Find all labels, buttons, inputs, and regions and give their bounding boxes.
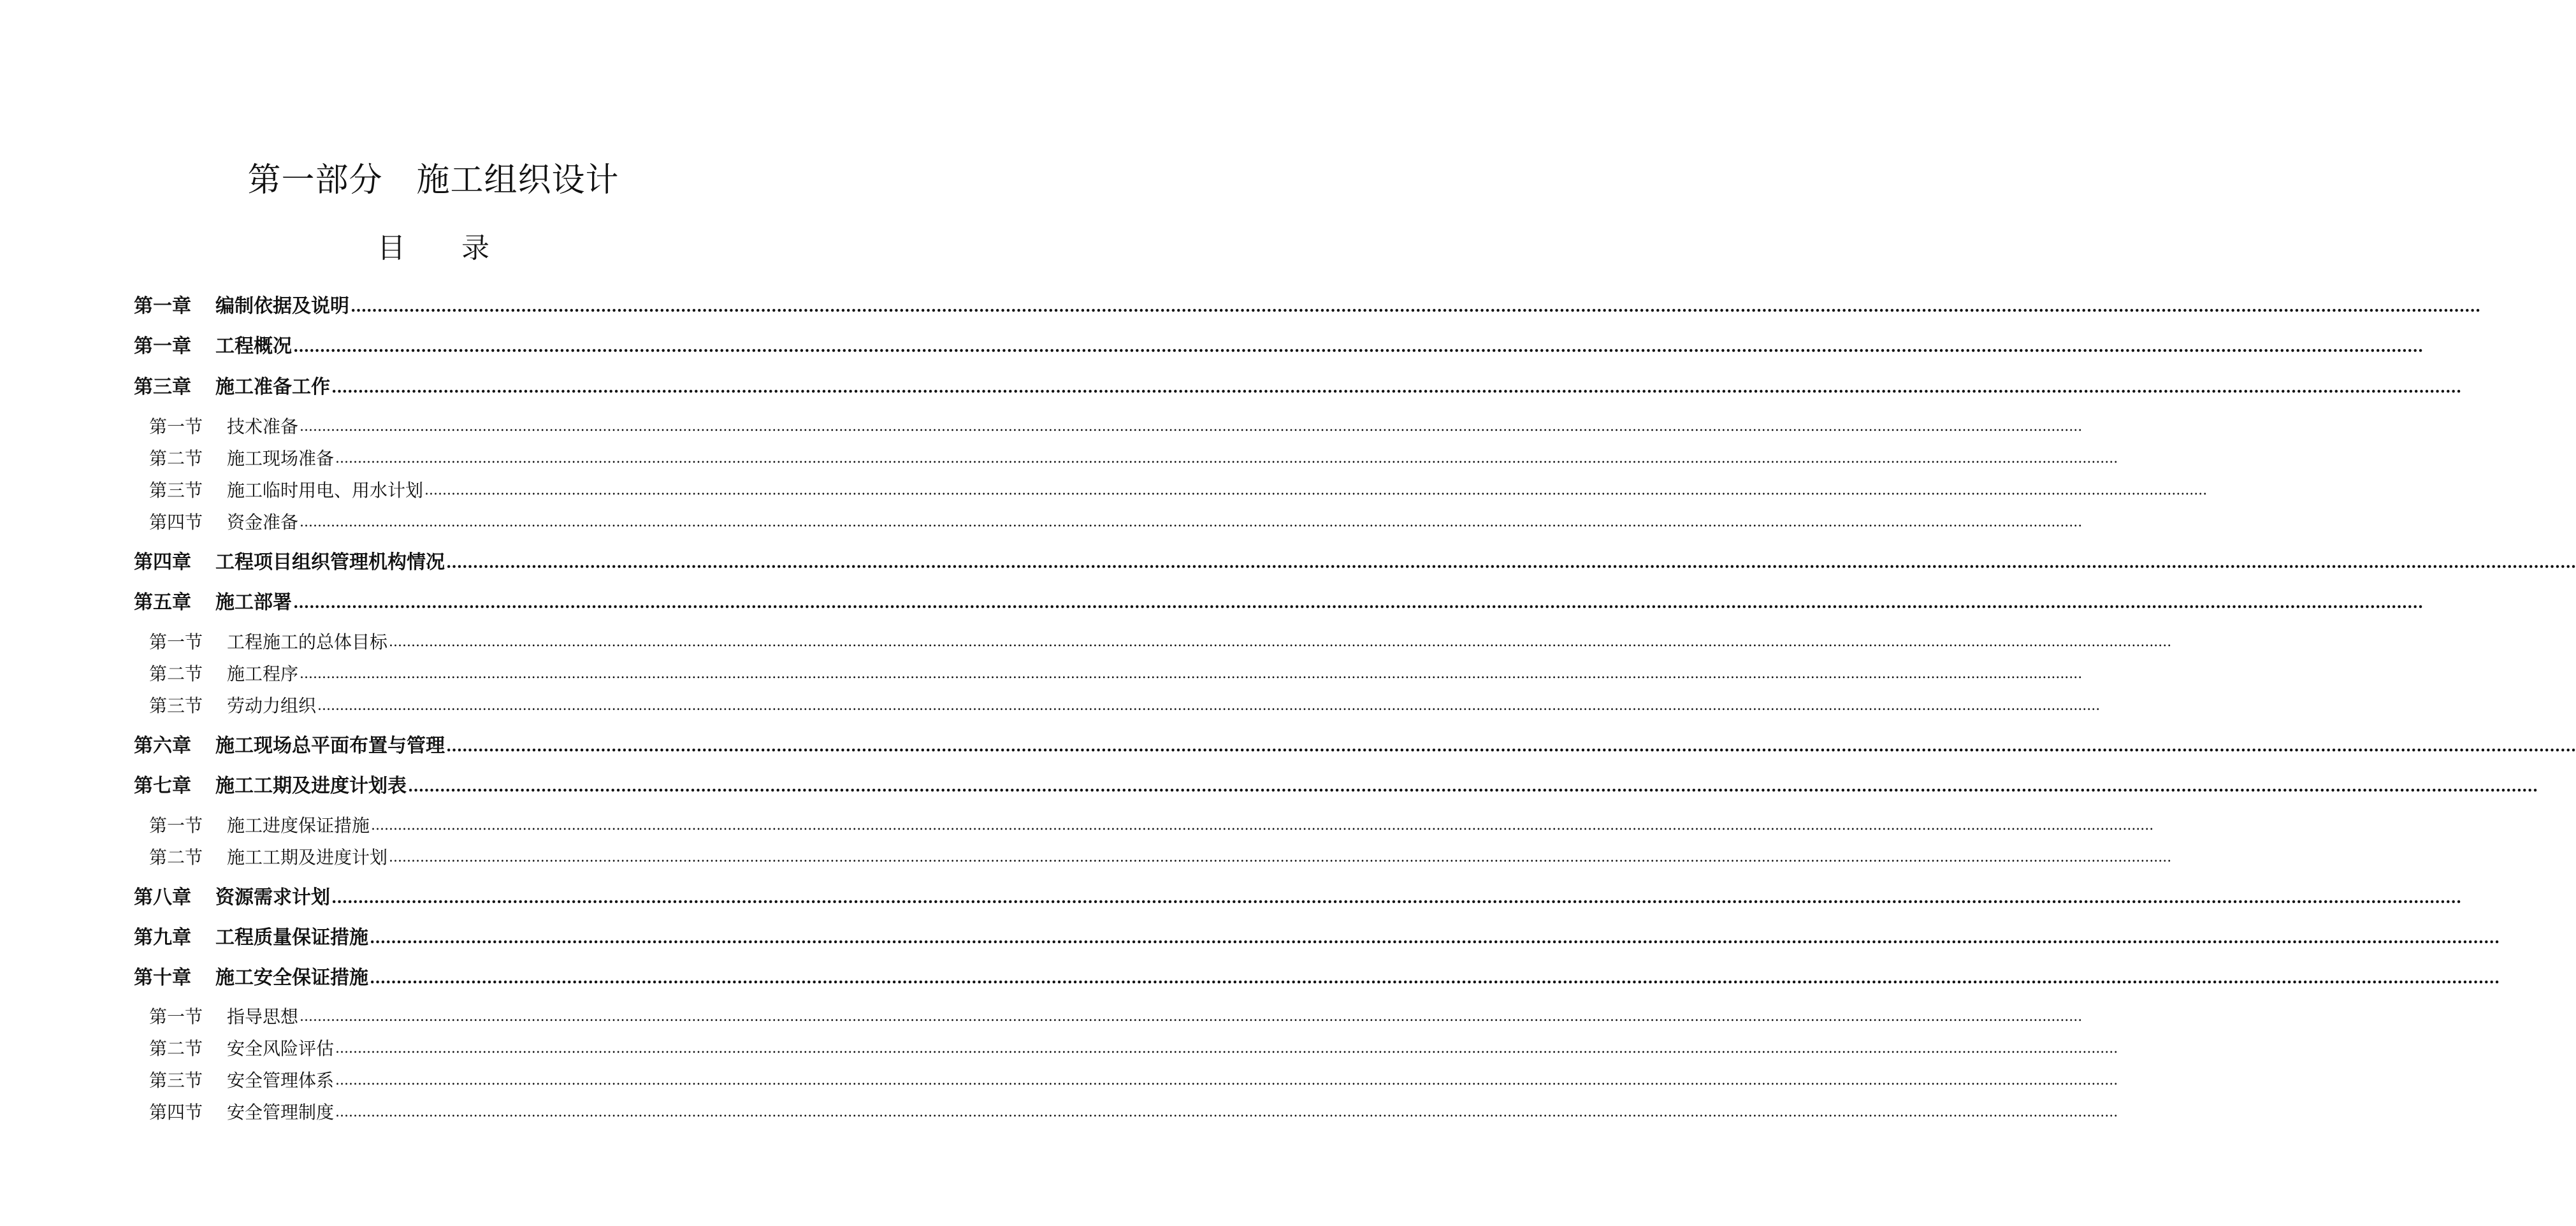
toc-chapter-entry[interactable] <box>134 374 2462 401</box>
toc-dot-leader: ................................................................................................................................................................................................................................................................................................................................................................................................................ <box>300 1009 2083 1025</box>
toc-chapter-entry[interactable] <box>134 884 2462 911</box>
toc-entry-title: 安全风险评估 <box>227 1038 335 1059</box>
toc-heading: 目 录 <box>377 232 489 264</box>
toc-entry-title: 安全管理制度 <box>227 1102 335 1123</box>
toc-dot-leader: ................................................................................................................................................................................................................................................................................................................................................................................................................ <box>424 482 2208 498</box>
toc-entry-number: 第九章 <box>134 927 191 949</box>
toc-entry-title: 技术准备 <box>227 416 299 437</box>
toc-entry-number: 第一节 <box>149 1006 203 1027</box>
toc-entry-number: 第五章 <box>134 591 191 614</box>
toc-dot-leader: ................................................................................................................................................................................................................................................................................................................................................................................................................ <box>335 1104 2118 1120</box>
toc-section-entry[interactable] <box>149 1004 2083 1030</box>
toc-section-entry[interactable] <box>149 446 2118 472</box>
toc-dot-leader: ................................................................................................................................................................................................................................................................................................................................................................................................................ <box>293 593 2424 612</box>
toc-dot-leader: ................................................................................................................................................................................................................................................................................................................................................................................................................ <box>335 1072 2118 1088</box>
toc-section-entry[interactable] <box>149 414 2083 440</box>
toc-dot-leader: ................................................................................................................................................................................................................................................................................................................................................................................................................ <box>335 451 2118 466</box>
toc-entry-title: 劳动力组织 <box>227 695 317 716</box>
toc-dot-leader: ................................................................................................................................................................................................................................................................................................................................................................................................................ <box>293 337 2424 356</box>
toc-entry-number: 第二节 <box>149 663 203 684</box>
toc-dot-leader: ................................................................................................................................................................................................................................................................................................................................................................................................................ <box>351 297 2481 315</box>
toc-section-entry[interactable] <box>149 478 2208 503</box>
toc-section-entry[interactable] <box>149 661 2083 687</box>
toc-dot-leader: ................................................................................................................................................................................................................................................................................................................................................................................................................ <box>389 634 2172 650</box>
toc-chapter-entry[interactable] <box>134 333 2424 360</box>
toc-section-entry[interactable] <box>149 813 2154 839</box>
toc-entry-number: 第四章 <box>134 551 191 573</box>
toc-section-entry[interactable] <box>149 630 2172 655</box>
toc-entry-number: 第三节 <box>149 695 203 716</box>
toc-entry-number: 第十章 <box>134 967 191 989</box>
toc-entry-number: 第一节 <box>149 815 203 836</box>
toc-entry-number: 第四节 <box>149 1102 203 1123</box>
toc-entry-number: 第一节 <box>149 631 203 653</box>
toc-dot-leader: ................................................................................................................................................................................................................................................................................................................................................................................................................ <box>331 888 2462 907</box>
toc-entry-number: 第三节 <box>149 1070 203 1091</box>
toc-entry-number: 第四节 <box>149 512 203 533</box>
toc-entry-title: 编制依据及说明 <box>215 295 349 317</box>
toc-dot-leader: ................................................................................................................................................................................................................................................................................................................................................................................................................ <box>370 928 2500 947</box>
toc-entry-title: 工程项目组织管理机构情况 <box>215 551 445 573</box>
toc-entry-number: 第二节 <box>149 847 203 868</box>
toc-chapter-entry[interactable] <box>134 773 2538 800</box>
toc-entry-number: 第三节 <box>149 480 203 501</box>
toc-entry-title: 施工现场准备 <box>227 448 335 469</box>
toc-entry-title: 施工进度保证措施 <box>227 815 370 836</box>
toc-dot-leader: ................................................................................................................................................................................................................................................................................................................................................................................................................ <box>408 777 2538 795</box>
toc-entry-number: 第二节 <box>149 1038 203 1059</box>
toc-dot-leader: ................................................................................................................................................................................................................................................................................................................................................................................................................ <box>335 1041 2118 1057</box>
toc-entry-title: 安全管理体系 <box>227 1070 335 1091</box>
document-title: 第一部分 施工组织设计 <box>247 161 619 199</box>
toc-entry-title: 工程质量保证措施 <box>215 927 368 949</box>
toc-entry-title: 施工部署 <box>215 591 292 614</box>
toc-chapter-entry[interactable] <box>134 549 2576 576</box>
toc-section-entry[interactable] <box>149 1100 2118 1125</box>
toc-dot-leader: ................................................................................................................................................................................................................................................................................................................................................................................................................ <box>371 818 2154 833</box>
toc-chapter-entry[interactable] <box>134 589 2424 616</box>
toc-entry-number: 第二节 <box>149 448 203 469</box>
toc-section-entry[interactable] <box>149 510 2083 535</box>
toc-dot-leader: ................................................................................................................................................................................................................................................................................................................................................................................................................ <box>300 514 2083 530</box>
toc-dot-leader: ................................................................................................................................................................................................................................................................................................................................................................................................................ <box>370 969 2500 987</box>
toc-entry-title: 工程施工的总体目标 <box>227 631 388 653</box>
toc-entry-number: 第七章 <box>134 775 191 797</box>
toc-section-entry[interactable] <box>149 693 2101 719</box>
toc-entry-title: 施工安全保证措施 <box>215 967 368 989</box>
toc-dot-leader: ................................................................................................................................................................................................................................................................................................................................................................................................................ <box>331 378 2462 396</box>
toc-entry-title: 工程概况 <box>215 335 292 357</box>
toc-entry-number: 第三章 <box>134 376 191 398</box>
toc-entry-number: 第一节 <box>149 416 203 437</box>
toc-dot-leader: ................................................................................................................................................................................................................................................................................................................................................................................................................ <box>300 666 2083 682</box>
toc-section-entry[interactable] <box>149 845 2172 870</box>
toc-chapter-entry[interactable] <box>134 733 2576 760</box>
toc-chapter-entry[interactable] <box>134 925 2500 951</box>
toc-entry-number: 第六章 <box>134 735 191 757</box>
toc-entry-number: 第八章 <box>134 886 191 909</box>
toc-dot-leader: ................................................................................................................................................................................................................................................................................................................................................................................................................ <box>300 419 2083 435</box>
toc-entry-title: 指导思想 <box>227 1006 299 1027</box>
toc-dot-leader: ................................................................................................................................................................................................................................................................................................................................................................................................................ <box>446 737 2576 755</box>
toc-entry-title: 施工临时用电、用水计划 <box>227 480 424 501</box>
toc-section-entry[interactable] <box>149 1068 2118 1093</box>
toc-entry-title: 施工工期及进度计划 <box>227 847 388 868</box>
toc-entry-title: 施工程序 <box>227 663 299 684</box>
toc-section-entry[interactable] <box>149 1036 2118 1062</box>
toc-dot-leader: ................................................................................................................................................................................................................................................................................................................................................................................................................ <box>446 553 2576 572</box>
toc-entry-title: 施工现场总平面布置与管理 <box>215 735 445 757</box>
toc-entry-title: 施工准备工作 <box>215 376 330 398</box>
toc-dot-leader: ................................................................................................................................................................................................................................................................................................................................................................................................................ <box>317 698 2101 714</box>
toc-chapter-entry[interactable] <box>134 293 2481 320</box>
toc-chapter-entry[interactable] <box>134 965 2500 992</box>
toc-entry-number: 第一章 <box>134 295 191 317</box>
toc-entry-title: 施工工期及进度计划表 <box>215 775 407 797</box>
toc-entry-title: 资金准备 <box>227 512 299 533</box>
toc-entry-title: 资源需求计划 <box>215 886 330 909</box>
toc-dot-leader: ................................................................................................................................................................................................................................................................................................................................................................................................................ <box>389 849 2172 865</box>
toc-entry-number: 第一章 <box>134 335 191 357</box>
